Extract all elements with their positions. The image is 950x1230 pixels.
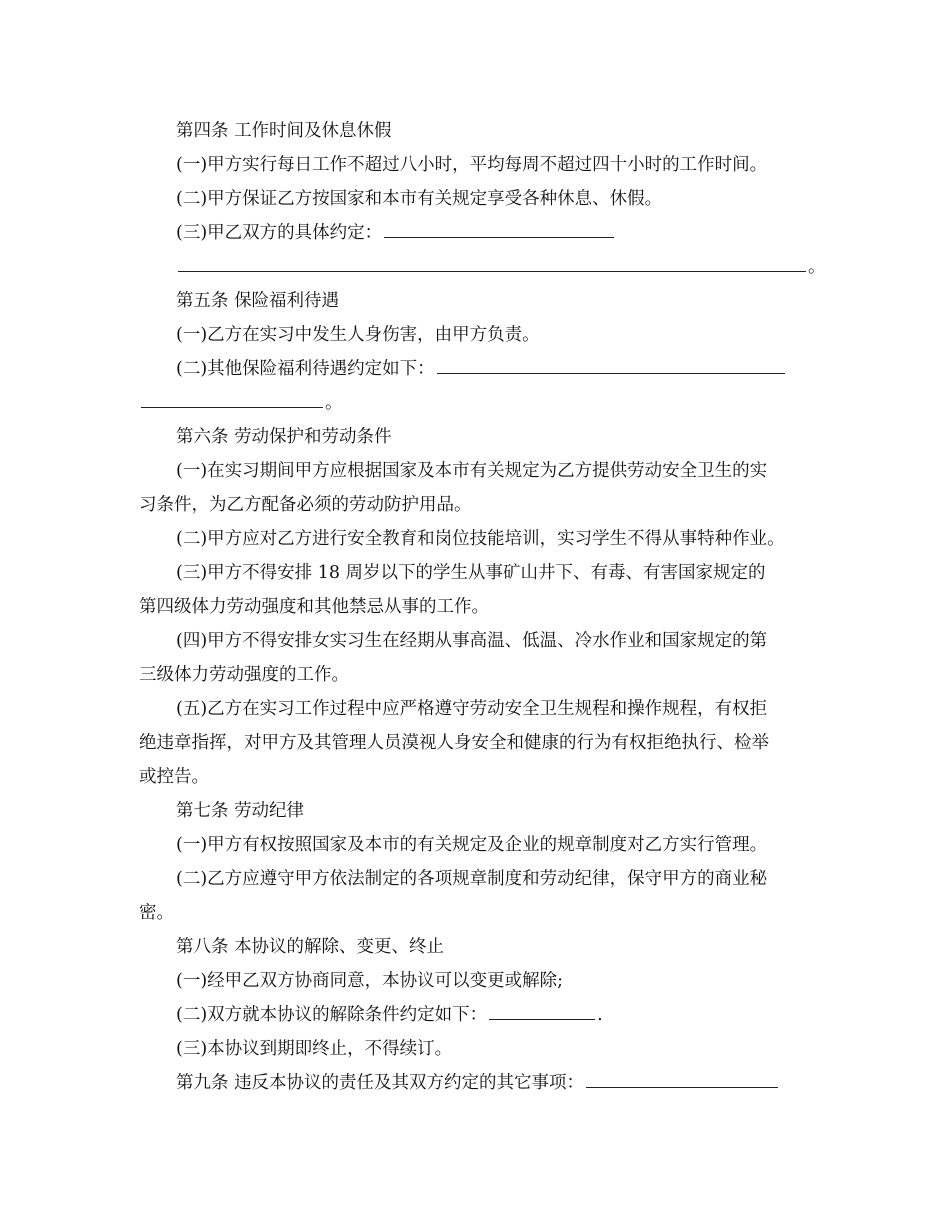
article-8-clause-1: (一)经甲乙双方协商同意，本协议可以变更或解除; — [176, 971, 564, 991]
article-5-title: 第五条 保险福利待遇 — [176, 291, 340, 311]
article-8-clause-2-label: (二)双方就本协议的解除条件约定如下： — [176, 1005, 488, 1025]
fill-in-blank[interactable] — [384, 221, 614, 238]
article-6-clause-5-line-2: 绝违章指挥，对甲方及其管理人员漠视人身安全和健康的行为有权拒绝执行、检举 — [139, 733, 769, 753]
article-7-clause-2-line-1: (二)乙方应遵守甲方依法制定的各项规章制度和劳动纪律，保守甲方的商业秘 — [176, 869, 768, 889]
period: . — [597, 1005, 603, 1025]
article-4-clause-1: (一)甲方实行每日工作不超过八小时，平均每周不超过四十小时的工作时间。 — [176, 155, 768, 175]
fill-in-blank[interactable] — [586, 1071, 778, 1088]
article-4-clause-3-label: (三)甲乙双方的具体约定： — [176, 223, 383, 243]
article-6-clause-2: (二)甲方应对乙方进行安全教育和岗位技能培训，实习学生不得从事特种作业。 — [176, 529, 785, 549]
article-5-clause-2-continued — [139, 391, 343, 415]
article-4-title: 第四条 工作时间及休息休假 — [176, 121, 392, 141]
article-7-clause-2-line-2: 密。 — [139, 903, 174, 923]
article-6-clause-4-line-2: 三级体力劳动强度的工作。 — [139, 665, 349, 685]
article-4-clause-2: (二)甲方保证乙方按国家和本市有关规定享受各种休息、休假。 — [176, 189, 663, 209]
fill-in-blank[interactable] — [141, 391, 323, 408]
article-8-title: 第八条 本协议的解除、变更、终止 — [176, 937, 445, 957]
article-6-clause-3-line-2: 第四级体力劳动强度和其他禁忌从事的工作。 — [139, 597, 489, 617]
article-9-title — [176, 1071, 780, 1095]
article-6-clause-3-line-1: (三)甲方不得安排 18 周岁以下的学生从事矿山井下、有毒、有害国家规定的 — [176, 563, 766, 583]
article-6-title: 第六条 劳动保护和劳动条件 — [176, 427, 392, 447]
fill-in-blank[interactable] — [178, 255, 806, 272]
article-4-clause-3-continued — [176, 255, 826, 279]
article-8-clause-3: (三)本协议到期即终止，不得续订。 — [176, 1039, 453, 1059]
article-6-clause-5-line-1: (五)乙方在实习工作过程中应严格遵守劳动安全卫生规程和操作规程，有权拒 — [176, 699, 768, 719]
article-6-clause-1-line-2: 习条件，为乙方配备必须的劳动防护用品。 — [139, 495, 472, 515]
period: 。 — [325, 393, 343, 413]
article-5-clause-1: (一)乙方在实习中发生人身伤害，由甲方负责。 — [176, 325, 540, 345]
article-9-title-label: 第九条 违反本协议的责任及其双方约定的其它事项： — [176, 1073, 585, 1093]
fill-in-blank[interactable] — [489, 1003, 595, 1020]
article-7-clause-1: (一)甲方有权按照国家及本市的有关规定及企业的规章制度对乙方实行管理。 — [176, 835, 768, 855]
article-6-clause-4-line-1: (四)甲方不得安排女实习生在经期从事高温、低温、冷水作业和国家规定的第 — [176, 631, 768, 651]
article-6-clause-5-line-3: 或控告。 — [139, 767, 209, 787]
article-5-clause-2 — [176, 357, 787, 381]
article-4-clause-3 — [176, 221, 616, 245]
article-5-clause-2-label: (二)其他保险福利待遇约定如下： — [176, 359, 435, 379]
fill-in-blank[interactable] — [437, 357, 785, 374]
article-8-clause-2 — [176, 1003, 603, 1027]
period: 。 — [808, 257, 826, 277]
article-6-clause-1-line-1: (一)在实习期间甲方应根据国家及本市有关规定为乙方提供劳动安全卫生的实 — [176, 461, 768, 481]
article-7-title: 第七条 劳动纪律 — [176, 801, 305, 821]
